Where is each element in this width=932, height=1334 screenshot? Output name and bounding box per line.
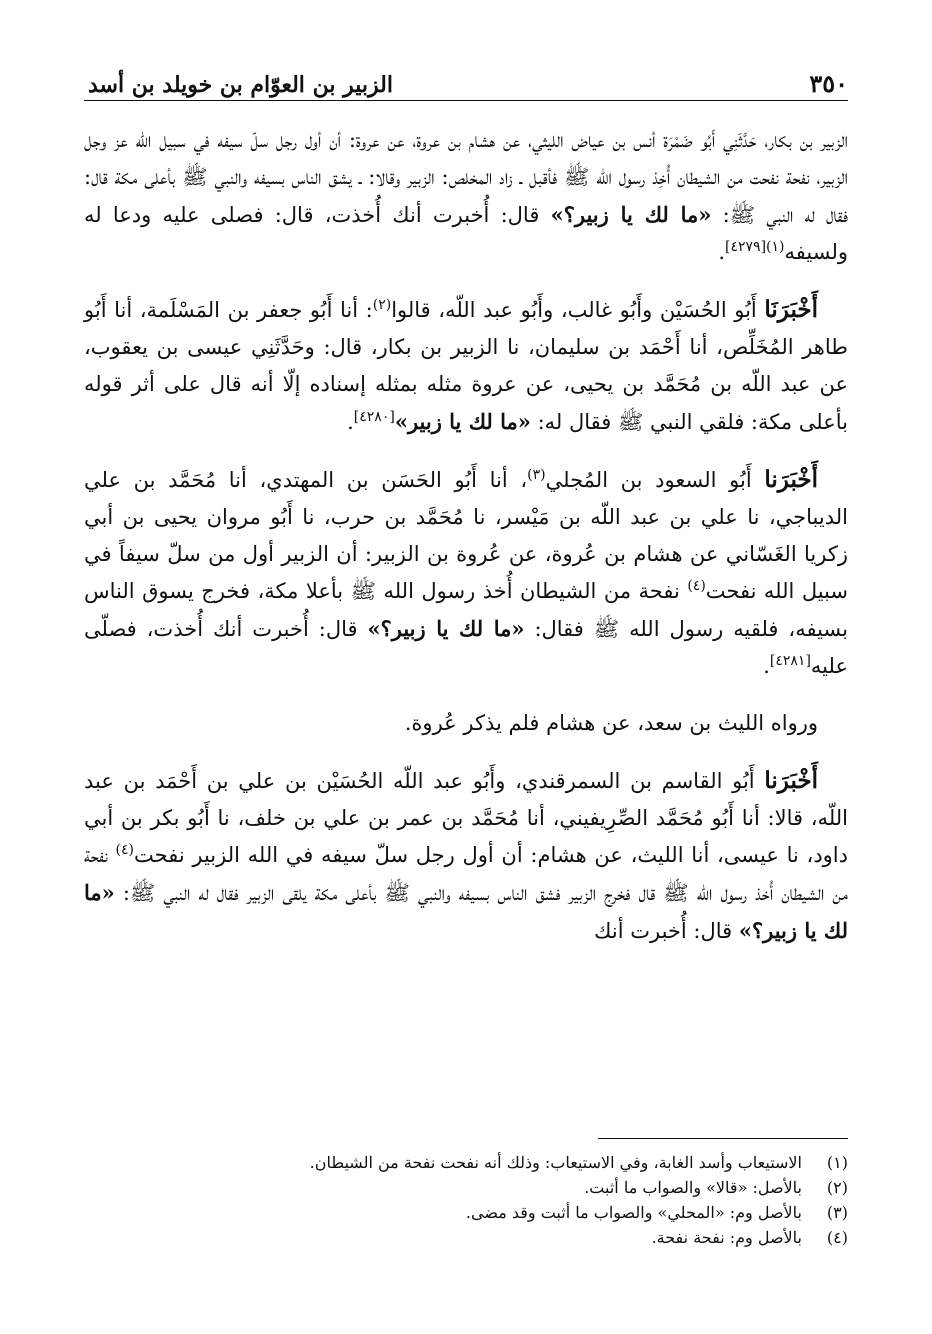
footnote-1 xyxy=(84,1150,848,1175)
text-run: أَبُو السعود بن المُجلي xyxy=(545,468,765,492)
text-run: أَبُو الحُسَيْن وأَبُو غالب، وأَبُو عبد اللّه، قالوا xyxy=(391,298,765,322)
text-run: . xyxy=(718,240,726,264)
isnad-keyword: أَخْبَرَنا xyxy=(764,767,818,794)
paragraph-4 xyxy=(84,705,848,742)
hadith-number: [٤٢٨٠] xyxy=(353,409,395,425)
footnote-text: بالأصل: «قالا» والصواب ما أثبت. xyxy=(584,1178,802,1197)
footnote-2 xyxy=(84,1175,848,1200)
footnote-marker: (١) xyxy=(766,239,785,255)
quoted-speech: «ما لك يا زبير؟» xyxy=(367,616,525,641)
text-run: ، أنا أَبُو الحَسَن بن المهتدي، أنا مُحَمَّد بن علي الديباجي، نا علي بن عبد اللّه بن مَيْسر، نا مُحَمَّد بن حرب، نا أَبُو مروان يحيى بن أبي زكريا الغَسّاني عن هشام بن عُروة، عن عُروة بن الزبير: أن الزبير أول من سلّ سيفاً في سبيل الله نفحت xyxy=(84,468,848,603)
quoted-speech: «ما لك يا زبير؟» xyxy=(550,202,712,227)
footnote-number: (١) xyxy=(826,1153,848,1172)
text-run: . xyxy=(763,654,770,678)
footnote-text: بالأصل وم: نفحة نفحة. xyxy=(651,1228,802,1247)
footnotes xyxy=(84,1150,848,1250)
paragraph-5 xyxy=(84,762,848,950)
page-header xyxy=(88,58,848,98)
page-number: ٣٥٠ xyxy=(809,69,848,98)
paragraph-1 xyxy=(84,122,848,271)
text-run: قال: أُخبرت أنك xyxy=(594,919,739,943)
footnote-text: بالأصل وم: «المحلي» والصواب ما أثبت وقد مضى. xyxy=(465,1203,802,1222)
text-run: نفحة من الشيطان أُخذ رسول الله ﷺ بأعلا مكة، فخرج يسوق الناس بسيفه، فلقيه رسول الله ﷺ فقال: xyxy=(84,579,848,641)
main-text xyxy=(84,122,848,1134)
footnote-number: (٣) xyxy=(826,1203,848,1222)
footnote-marker: (٣) xyxy=(527,467,546,483)
footnote-marker: (٢) xyxy=(372,297,392,313)
paragraph-3 xyxy=(84,461,848,685)
text-run: : أنا أَبُو جعفر بن المَسْلَمة، أنا أَبُو طاهر المُخَلِّص، أنا أَحْمَد بن سليمان، نا الزبير بن بكار، قال: وحَدَّثَنِي عيسى بن يعقوب، عن عبد اللّه بن مُحَمَّد بن يحيى، عن عروة مثله بمثله إسناده إلّا أنه قال على أثر قوله بأعلى مكة: فلقي النبي ﷺ فقال له: xyxy=(84,298,848,434)
footnote-number: (٤) xyxy=(826,1228,848,1247)
paragraph-2 xyxy=(84,291,848,441)
text-run: أَبُو القاسم بن السمرقندي، وأَبُو عبد اللّه الحُسَيْن بن علي بن أَحْمَد بن عبد اللّه، قالا: أنا أَبُو مُحَمَّد الصِّرِيفيني، أنا مُحَمَّد بن عمر بن علي بن خلف، نا أَبُو بكر بن أبي داود، نا عيسى، أنا الليث، عن هشام: أن أول رجل سلّ سيفه في الله الزبير نفحت xyxy=(84,769,848,867)
quoted-speech: «ما لك يا زبير» xyxy=(394,409,531,434)
footnote-number: (٢) xyxy=(826,1178,848,1197)
footnote-4 xyxy=(84,1225,848,1250)
header-rule xyxy=(84,100,848,101)
text-run: ورواه الليث بن سعد، عن هشام فلم يذكر عُروة. xyxy=(404,711,818,735)
hadith-number: [٤٢٨١] xyxy=(769,653,811,669)
footnote-rule xyxy=(598,1138,848,1139)
running-title: الزبير بن العوّام بن خويلد بن أسد xyxy=(88,72,393,98)
text-run: قال: أُخبرت أنك أُخذت، قال: فصلى عليه ودعا له ولسيفه xyxy=(84,203,848,264)
isnad-keyword: أَخْبَرَنَا xyxy=(764,296,819,323)
text-run: قال: أُخبرت أنك أُخذت، فصلّى عليه xyxy=(84,617,848,678)
text-run: الزبير بن بكار، حَدَّثَنِي أَبُو ضَمْرَة أنس بن عياض الليثي، عن هشام بن عروة، عن عروة: أن أول رجل سلّ سيفه في سبيل الله عز وجل الزبير، نفحة نفحت من الشيطان أُخِذ رسول الله ﷺ فأقبل ـ زاد المخلص: الزبير وقالا: ـ يشق الناس بسيفه والنبي ﷺ بأعلى مكة قال: فقال له النبي ﷺ: xyxy=(84,128,848,227)
isnad-keyword: أَخْبَرَنا xyxy=(764,466,818,493)
footnote-marker: (٤) xyxy=(115,842,135,858)
text-run: نفحة من الشيطان أُخذ رسول الله ﷺ قال فخرج الزبير فشق الناس بسيفه والنبي ﷺ بأعلى مكة يلقى الزبير فقال له النبي ﷺ: xyxy=(84,843,848,905)
footnote-text: الاستيعاب وأسد الغابة، وفي الاستيعاب: وذلك أنه نفحت نفحة من الشيطان. xyxy=(309,1153,802,1172)
footnote-marker: (٤) xyxy=(687,578,706,594)
quoted-speech: «ما لك يا زبير؟» xyxy=(84,880,848,943)
hadith-number: [٤٢٧٩] xyxy=(725,239,767,255)
footnote-3 xyxy=(84,1200,848,1225)
text-run: . xyxy=(347,410,354,434)
